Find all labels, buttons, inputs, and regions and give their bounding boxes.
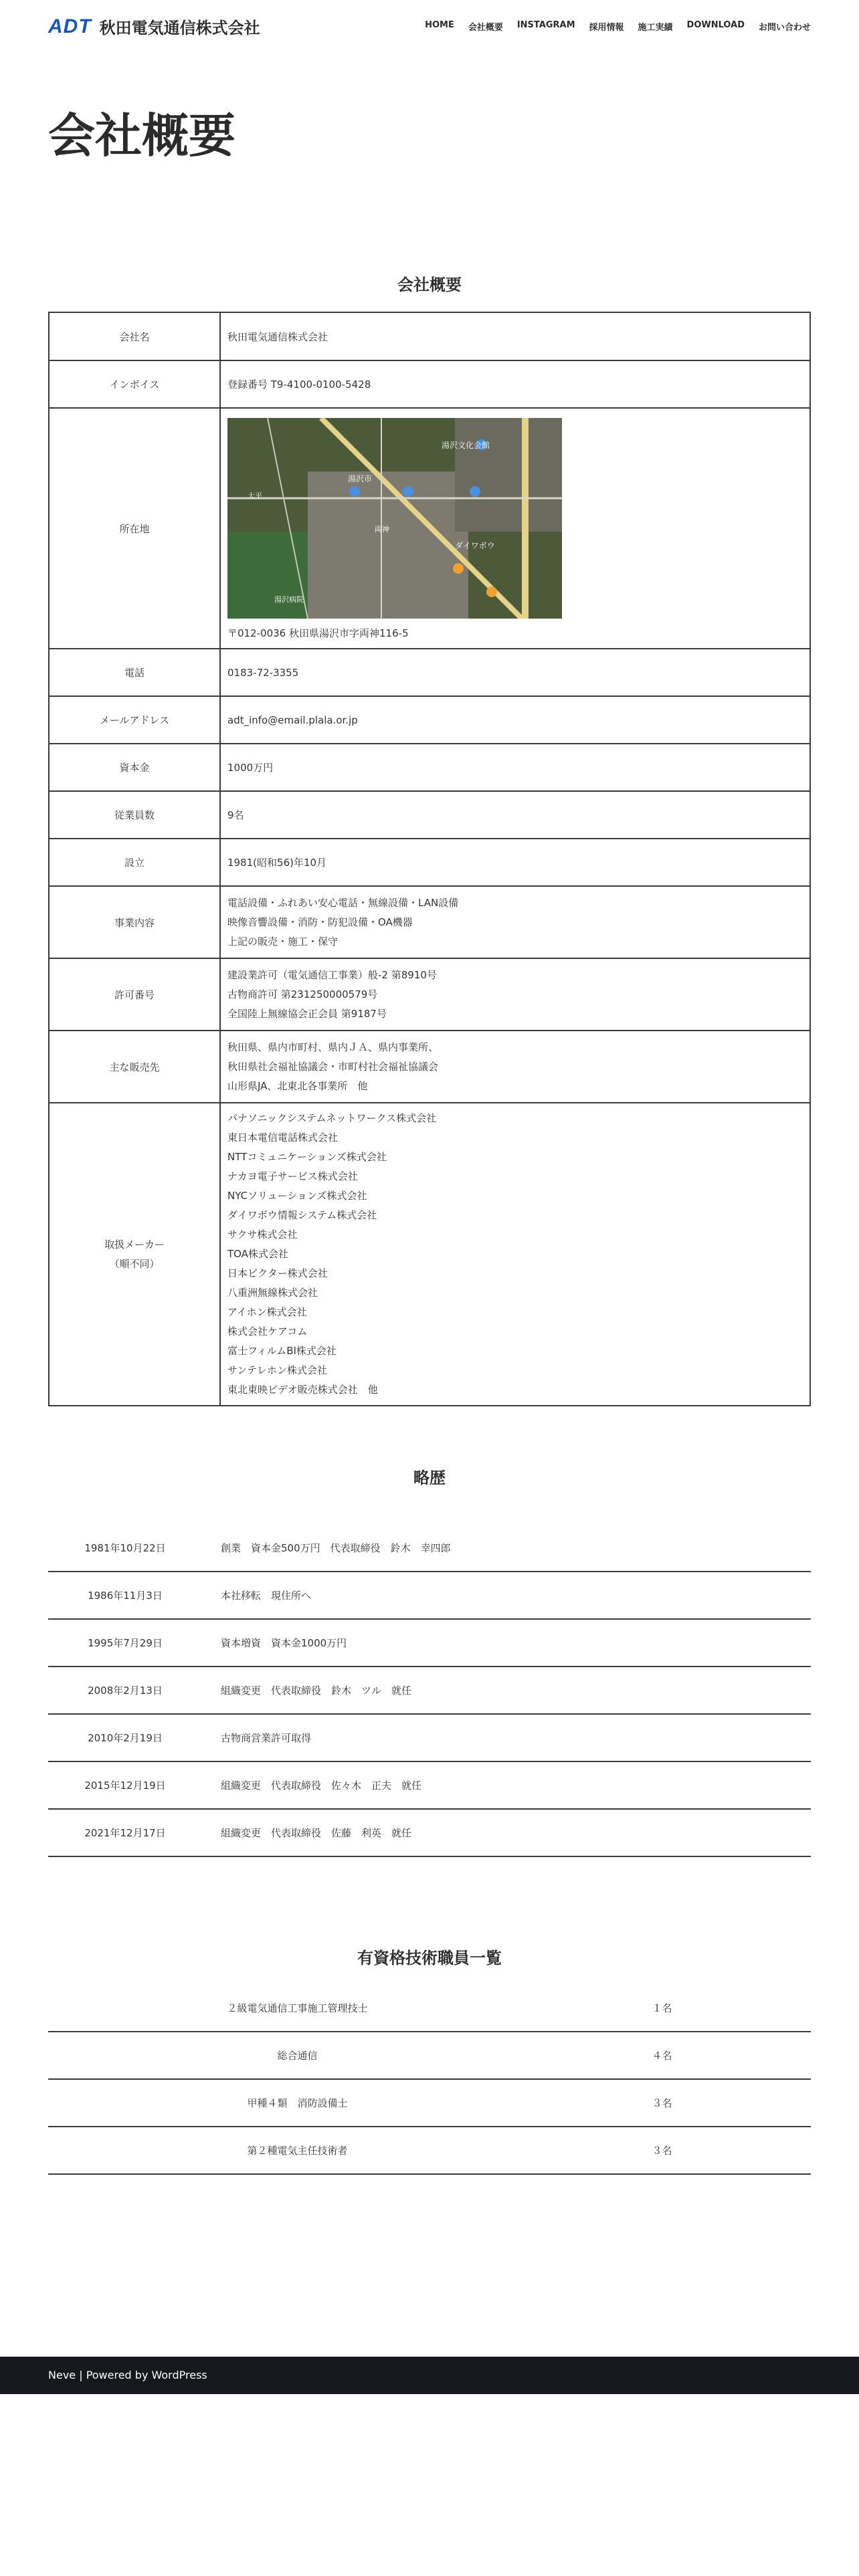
value-line: 山形県JA、北東北各事業所 他 [227,1079,368,1092]
qual-row [48,1985,811,2032]
row-label: 電話 [49,649,220,696]
row-label: 許可番号 [49,958,220,1031]
map-label: 大平 [248,492,262,500]
main-nav [425,20,811,33]
history-row [48,1572,811,1620]
value-line: NYCソリューションズ株式会社 [227,1190,367,1202]
history-row [48,1762,811,1810]
value-line: NTTコミュニケーションズ株式会社 [227,1151,387,1163]
page-title: 会社概要 [48,108,235,163]
table-row [49,360,810,408]
table-row [49,791,810,839]
qual-count: １名 [652,2002,672,2014]
row-value: adt_info@email.plala.or.jp [220,696,810,744]
map-label: 湯沢市 [348,474,373,484]
nav-company[interactable]: 会社概要 [468,23,503,33]
row-label: 設立 [49,839,220,886]
history-event: 古物商営業許可取得 [221,1732,312,1744]
history-date: 1995年7月29日 [88,1637,163,1649]
table-row [49,1103,810,1406]
qual-name: ２級電気通信工事施工管理技士 [227,2002,368,2014]
site-logo[interactable] [48,15,260,38]
history-date: 2010年2月19日 [88,1732,163,1744]
value-line: ナカヨ電子サービス株式会社 [227,1170,358,1182]
row-label: 従業員数 [49,791,220,839]
qual-count: ３名 [652,2145,672,2157]
value-line: 東北東映ビデオ販売株式会社 他 [227,1384,378,1396]
nav-works[interactable]: 施工実績 [638,23,673,33]
row-value: 秋田電気通信株式会社 [220,312,810,360]
qual-name: 甲種４類 消防設備士 [247,2097,348,2109]
history-list [48,1525,811,1857]
location-cell [220,408,810,649]
value-line: サンテレホン株式会社 [227,1364,327,1376]
history-date: 1986年11月3日 [88,1590,163,1602]
value-line: サクサ株式会社 [227,1228,298,1241]
address-text: 〒012-0036 秋田県湯沢市字両神116-5 [227,627,409,639]
history-date: 2015年12月19日 [84,1780,166,1792]
value-line: 日本ビクター株式会社 [227,1267,328,1279]
history-event: 創業 資本金500万円 代表取締役 鈴木 幸四郎 [221,1542,451,1554]
value-line: 映像音響設備・消防・防犯設備・OA機器 [227,916,413,928]
location-map[interactable] [227,418,562,619]
row-value: 1981(昭和56)年10月 [220,839,810,886]
history-date: 2008年2月13日 [88,1685,163,1697]
table-row [49,1031,810,1103]
table-row [49,312,810,360]
quals-section-heading: 有資格技術職員一覧 [357,1949,502,1967]
value-line: 秋田県、県内市町村、県内ＪＡ、県内事業所、 [227,1041,439,1053]
logo-mark: ADT [48,15,92,37]
row-value: 登録番号 T9-4100-0100-5428 [220,360,810,408]
value-line: ダイワボウ情報システム株式会社 [227,1209,377,1221]
value-line: 建設業許可（電気通信工事業）般-2 第8910号 [227,968,437,981]
history-event: 組織変更 代表取締役 鈴木 ツル 就任 [221,1685,412,1697]
map-label: 湯沢文化会館 [442,441,490,450]
qual-count: ４名 [652,2050,672,2062]
qual-count: ３名 [652,2097,672,2109]
row-value [220,1103,810,1406]
table-row [49,839,810,886]
map-label: 湯沢病院 [274,595,304,604]
qual-row [48,2127,811,2175]
qual-name: 総合通信 [277,2050,318,2062]
map-label: 両神 [375,525,389,534]
value-line: 電話設備・ふれあい安心電話・無線設備・LAN設備 [227,896,459,909]
company-section-heading: 会社概要 [397,276,462,294]
row-value [220,958,810,1031]
value-line: 古物商許可 第231250000579号 [227,988,378,1000]
history-row [48,1667,811,1715]
table-row [49,649,810,696]
row-value: 1000万円 [220,744,810,791]
history-row [48,1810,811,1857]
history-row [48,1525,811,1572]
row-label: 所在地 [49,408,220,649]
table-row [49,696,810,744]
map-graphic [227,418,562,619]
row-value: 9名 [220,791,810,839]
qual-name: 第２種電気主任技術者 [247,2145,348,2157]
makers-label: 取扱メーカー [104,1238,165,1251]
table-row [49,744,810,791]
nav-download[interactable]: DOWNLOAD [686,20,745,30]
history-date: 1981年10月22日 [84,1542,166,1554]
company-info-table [48,312,811,1406]
history-event: 資本増資 資本金1000万円 [221,1637,347,1649]
value-line: TOA株式会社 [227,1248,288,1260]
nav-contact[interactable]: お問い合わせ [758,23,811,33]
value-line: 全国陸上無線協会正会員 第9187号 [227,1007,387,1020]
quals-list [48,1985,811,2175]
row-label: 会社名 [49,312,220,360]
table-row [49,408,810,649]
history-date: 2021年12月17日 [84,1827,166,1839]
nav-recruit[interactable]: 採用情報 [589,23,624,33]
nav-home[interactable]: HOME [425,20,454,30]
map-label: ダイワボウ [455,541,495,550]
row-value: 0183-72-3355 [220,649,810,696]
row-label [49,1103,220,1406]
qual-row [48,2032,811,2080]
history-row [48,1715,811,1762]
row-label: 資本金 [49,744,220,791]
footer-credit[interactable]: Neve | Powered by WordPress [48,2369,207,2381]
nav-instagram[interactable]: INSTAGRAM [516,20,575,30]
value-line: 秋田県社会福祉協議会・市町村社会福祉協議会 [227,1060,439,1073]
makers-label-note: （順不同） [109,1257,160,1270]
value-line: 富士フィルムBI株式会社 [227,1345,337,1357]
logo-company-name: 秋田電気通信株式会社 [99,19,260,37]
history-section-heading: 略歴 [413,1469,446,1487]
value-line: パナソニックシステムネットワークス株式会社 [227,1112,437,1124]
value-line: 株式会社ケアコム [227,1325,308,1337]
value-line: アイホン株式会社 [227,1306,307,1318]
row-value [220,886,810,958]
row-label: インボイス [49,360,220,408]
history-event: 組織変更 代表取締役 佐藤 利英 就任 [221,1827,412,1839]
row-label: 事業内容 [49,886,220,958]
history-event: 本社移転 現住所へ [221,1590,312,1602]
history-row [48,1620,811,1667]
table-row [49,958,810,1031]
history-event: 組織変更 代表取締役 佐々木 正夫 就任 [221,1780,422,1792]
row-label: 主な販売先 [49,1031,220,1103]
value-line: 東日本電信電話株式会社 [227,1132,339,1144]
value-line: 八重洲無線株式会社 [227,1287,318,1299]
site-footer [0,2357,859,2394]
site-header [0,0,859,53]
row-value [220,1031,810,1103]
table-row [49,886,810,958]
value-line: 上記の販売・施工・保守 [227,935,339,948]
row-label: メールアドレス [49,696,220,744]
qual-row [48,2080,811,2127]
